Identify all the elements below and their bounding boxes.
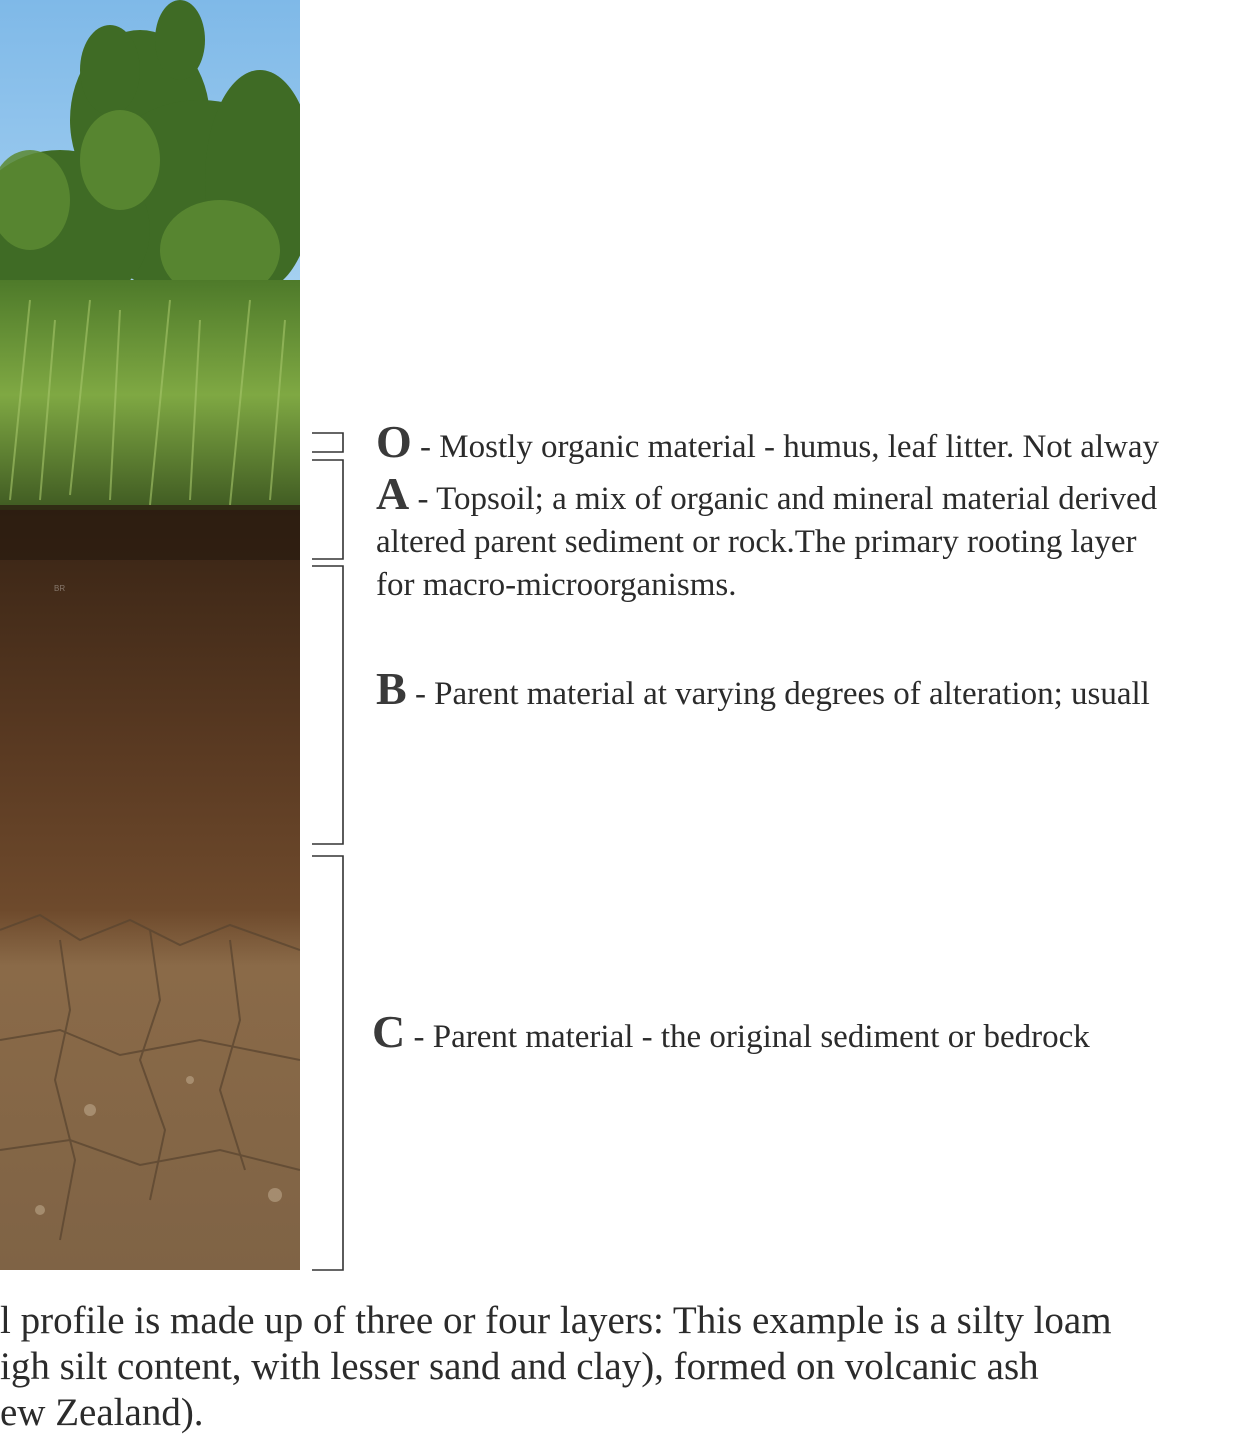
soil-profile-illustration — [0, 0, 300, 1270]
horizon-b-description: - Parent material at varying degrees of alteration; usuall — [406, 676, 1150, 712]
bracket-a — [312, 460, 343, 559]
horizon-b-label — [376, 663, 1150, 716]
soil-profile-photo — [0, 0, 300, 1270]
horizon-o-label — [376, 416, 1159, 469]
bracket-b — [312, 566, 343, 844]
caption-line-3: ew Zealand). — [0, 1391, 204, 1434]
bracket-c — [312, 856, 343, 1270]
caption-line-2: igh silt content, with lesser sand and clay), formed on volcanic ash — [0, 1345, 1039, 1388]
grass-layer — [0, 280, 300, 510]
horizon-c-letter: C — [372, 1006, 406, 1057]
horizon-a-letter: A — [376, 468, 410, 519]
soil-body — [0, 470, 300, 1270]
horizon-a-description-line2: altered parent sediment or rock.The primary rooting layer — [376, 524, 1137, 560]
photo-watermark: BR — [54, 584, 66, 593]
horizon-brackets — [300, 0, 360, 1437]
horizon-o-description: - Mostly organic material - humus, leaf litter. Not alway — [411, 429, 1159, 465]
horizon-a-description-line3: for macro-microorganisms. — [376, 567, 737, 603]
horizon-c-description: - Parent material - the original sediment or bedrock — [405, 1019, 1090, 1055]
horizon-o-letter: O — [376, 416, 412, 467]
horizon-a-label — [376, 468, 1158, 607]
horizon-b-letter: B — [376, 663, 407, 714]
caption-line-1: l profile is made up of three or four layers: This example is a silty loam — [0, 1299, 1112, 1342]
horizon-c-label — [372, 1006, 1090, 1059]
bracket-o — [312, 433, 343, 452]
figure-caption — [0, 1298, 1250, 1436]
horizon-a-description-line1: - Topsoil; a mix of organic and mineral material derived — [409, 481, 1158, 517]
